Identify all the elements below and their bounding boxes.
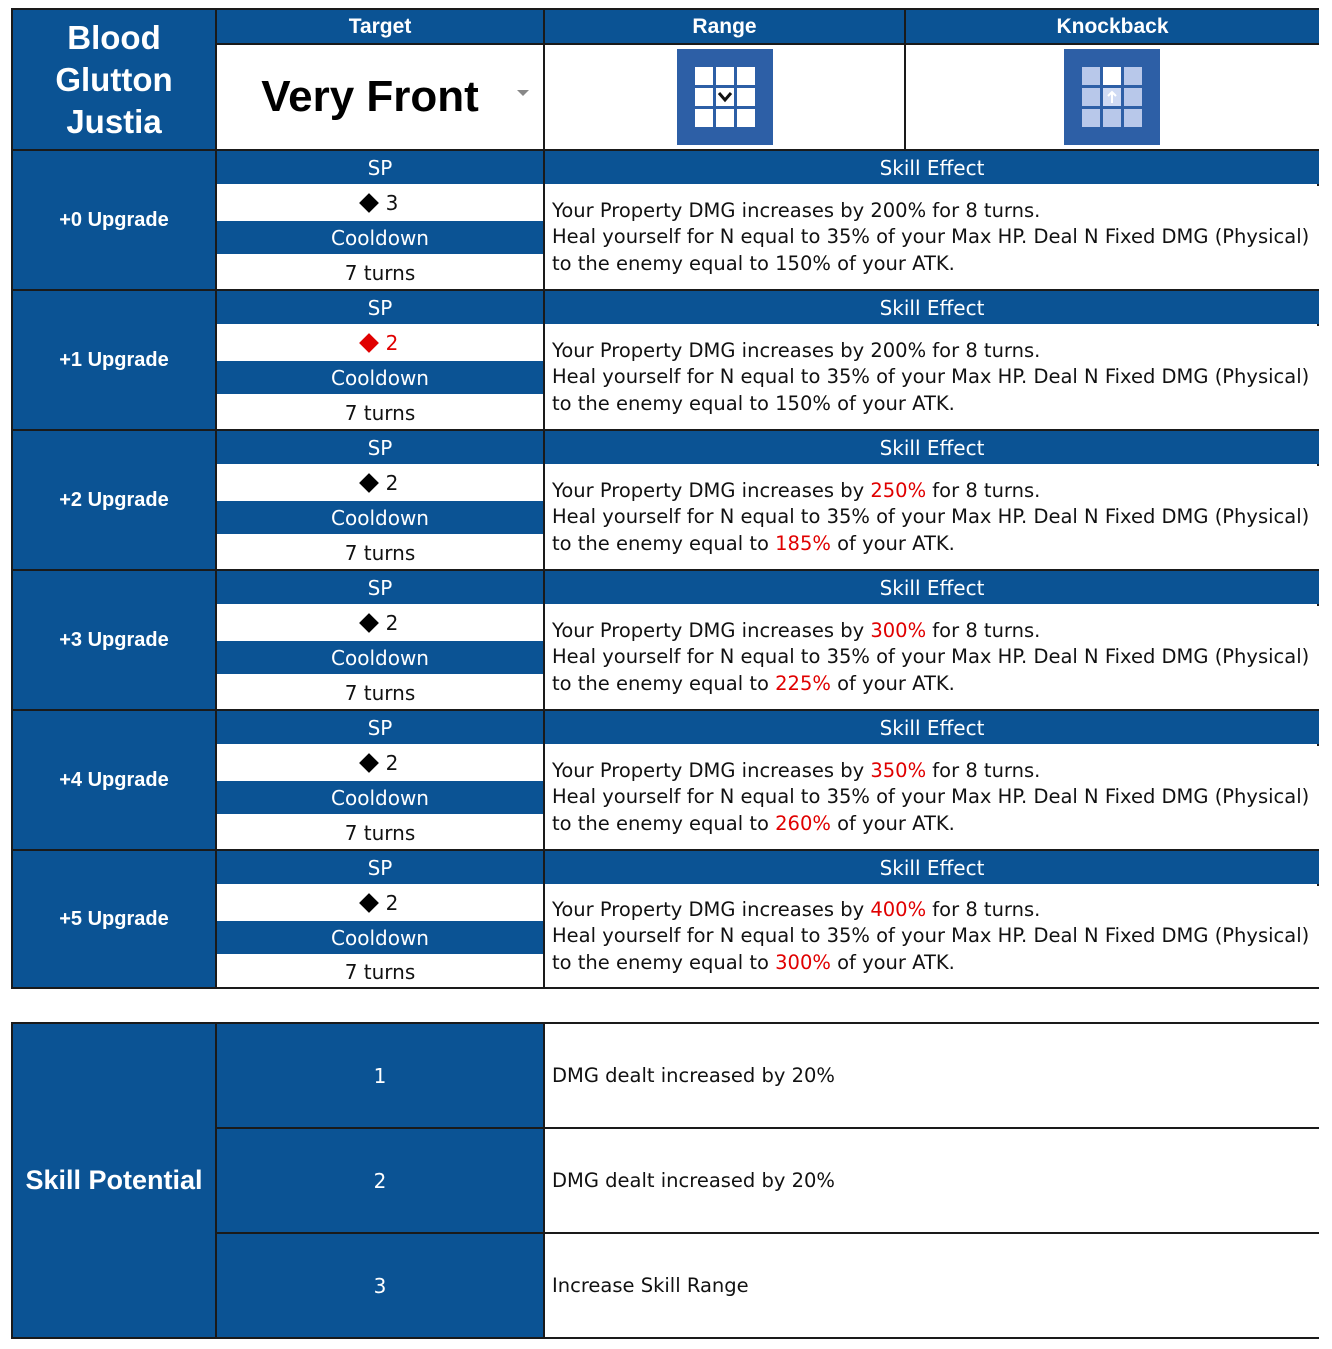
skill-upgrade-table: [11, 8, 1319, 989]
skill-effect-text: Your Property DMG increases by 350% for 8 turns. Heal yourself for N equal to 35% of your Max HP. Deal N Fixed DMG (Physical) to the enemy equal to 260% of your ATK.: [545, 746, 1319, 849]
cooldown-value: 7 turns: [217, 816, 543, 849]
knockback-cell: [906, 45, 1319, 149]
sp-value: 2: [217, 326, 543, 359]
target-value: Very Front: [261, 72, 479, 121]
cooldown-value: 7 turns: [217, 256, 543, 289]
sp-value: 2: [217, 746, 543, 779]
skill-effect-header: Skill Effect: [545, 571, 1319, 604]
cooldown-value: 7 turns: [217, 956, 543, 987]
knockback-grid-icon: [1064, 49, 1160, 145]
knockback-header: Knockback: [906, 10, 1319, 43]
upgrade-label: +4 Upgrade: [13, 711, 215, 849]
upgrade-label: +5 Upgrade: [13, 851, 215, 987]
diamond-icon: [359, 893, 379, 913]
range-cell: [545, 45, 904, 149]
cooldown-value: 7 turns: [217, 536, 543, 569]
diamond-icon: [359, 753, 379, 773]
diamond-icon: [359, 333, 379, 353]
skill-effect-text: Your Property DMG increases by 400% for 8 turns. Heal yourself for N equal to 35% of your Max HP. Deal N Fixed DMG (Physical) to the enemy equal to 300% of your ATK.: [545, 886, 1319, 987]
arrow-up-icon: [1103, 88, 1121, 106]
skill-effect-header: Skill Effect: [545, 851, 1319, 884]
skill-potential-label: Skill Potential: [13, 1024, 215, 1337]
sp-header: SP: [217, 431, 543, 464]
sp-header: SP: [217, 851, 543, 884]
diamond-icon: [359, 193, 379, 213]
skill-effect-header: Skill Effect: [545, 431, 1319, 464]
potential-description: Increase Skill Range: [545, 1234, 1319, 1337]
upgrade-label: +3 Upgrade: [13, 571, 215, 709]
cooldown-value: 7 turns: [217, 396, 543, 429]
potential-description: DMG dealt increased by 20%: [545, 1024, 1319, 1127]
diamond-icon: [359, 473, 379, 493]
range-grid-icon: [677, 49, 773, 145]
skill-potential-table: [11, 1022, 1319, 1339]
diamond-icon: [359, 613, 379, 633]
sp-value: 3: [217, 186, 543, 219]
sp-value: 2: [217, 606, 543, 639]
target-select[interactable]: [217, 45, 543, 149]
skill-effect-text: Your Property DMG increases by 200% for 8 turns. Heal yourself for N equal to 35% of your Max HP. Deal N Fixed DMG (Physical) to the enemy equal to 150% of your ATK.: [545, 186, 1319, 289]
cooldown-header: Cooldown: [217, 221, 543, 254]
skill-title-line-2: Glutton: [55, 60, 173, 98]
skill-title-line-1: Blood: [67, 18, 161, 56]
skill-effect-header: Skill Effect: [545, 711, 1319, 744]
sp-header: SP: [217, 571, 543, 604]
sp-value: 2: [217, 886, 543, 919]
sp-header: SP: [217, 711, 543, 744]
target-header: Target: [217, 10, 543, 43]
skill-effect-text: Your Property DMG increases by 200% for 8 turns. Heal yourself for N equal to 35% of your Max HP. Deal N Fixed DMG (Physical) to the enemy equal to 150% of your ATK.: [545, 326, 1319, 429]
potential-number: 1: [217, 1024, 543, 1127]
skill-effect-text: Your Property DMG increases by 300% for 8 turns. Heal yourself for N equal to 35% of your Max HP. Deal N Fixed DMG (Physical) to the enemy equal to 225% of your ATK.: [545, 606, 1319, 709]
skill-effect-text: Your Property DMG increases by 250% for 8 turns. Heal yourself for N equal to 35% of your Max HP. Deal N Fixed DMG (Physical) to the enemy equal to 185% of your ATK.: [545, 466, 1319, 569]
chevron-down-icon: [716, 88, 734, 106]
cooldown-header: Cooldown: [217, 501, 543, 534]
range-header: Range: [545, 10, 904, 43]
skill-effect-header: Skill Effect: [545, 291, 1319, 324]
cooldown-header: Cooldown: [217, 781, 543, 814]
skill-title: [13, 10, 215, 149]
dropdown-arrow-icon[interactable]: [517, 90, 529, 96]
sp-header: SP: [217, 291, 543, 324]
potential-description: DMG dealt increased by 20%: [545, 1129, 1319, 1232]
cooldown-header: Cooldown: [217, 641, 543, 674]
upgrade-label: +2 Upgrade: [13, 431, 215, 569]
skill-title-line-3: Justia: [66, 102, 162, 140]
sp-value: 2: [217, 466, 543, 499]
potential-number: 3: [217, 1234, 543, 1337]
potential-number: 2: [217, 1129, 543, 1232]
cooldown-value: 7 turns: [217, 676, 543, 709]
cooldown-header: Cooldown: [217, 921, 543, 954]
cooldown-header: Cooldown: [217, 361, 543, 394]
sp-header: SP: [217, 151, 543, 184]
upgrade-label: +1 Upgrade: [13, 291, 215, 429]
upgrade-label: +0 Upgrade: [13, 151, 215, 289]
skill-effect-header: Skill Effect: [545, 151, 1319, 184]
